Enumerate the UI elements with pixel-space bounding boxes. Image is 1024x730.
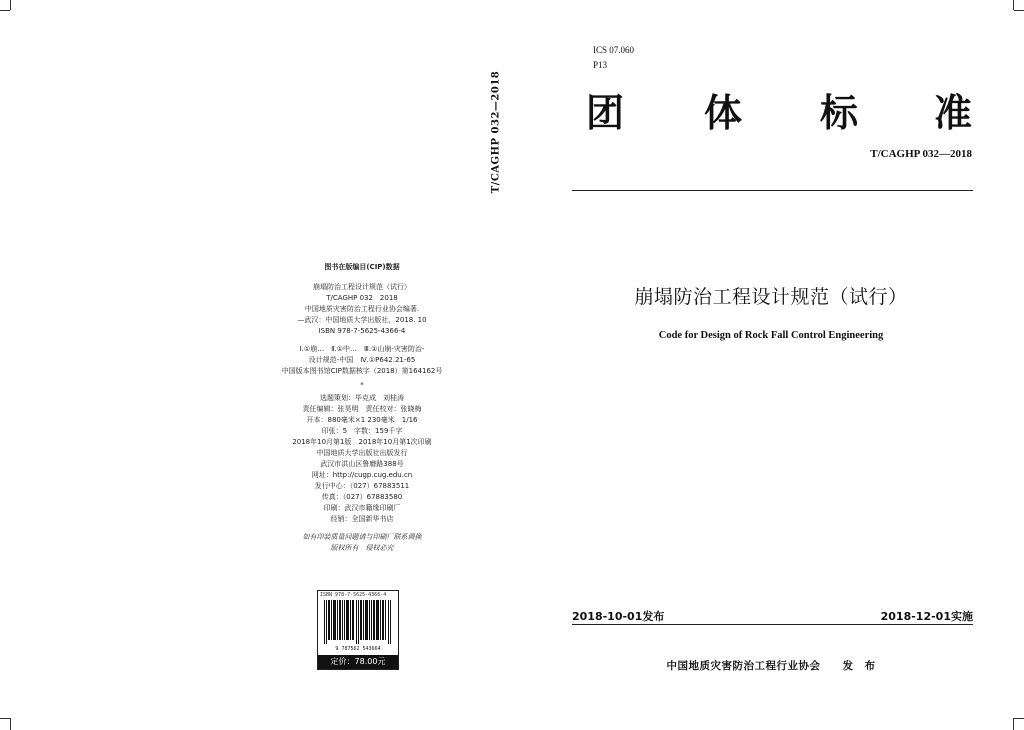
credit-line: 印刷：武汉市籍缘印刷厂 [323, 504, 401, 512]
cip-line: T/CAGHP 032 2018 [326, 294, 398, 302]
cip-data-block [262, 262, 462, 554]
price-label: 定价：78.00元 [318, 655, 398, 669]
cip-line: 中国地质灾害防治工程行业协会编著. [304, 305, 420, 313]
barcode-isbn-text: ISBN 978-7-5625-4366-4 [320, 592, 387, 598]
cip-isbn: ISBN 978-7-5625-4366-4 [318, 327, 406, 335]
ics-code: ICS 07.060 [593, 45, 635, 55]
credit-line: 中国地质大学出版社出版发行 [316, 449, 408, 457]
credit-line: 网址：http://cugp.cug.edu.cn [311, 471, 413, 479]
publisher-line: 中国地质灾害防治工程行业协会 发 布 [666, 660, 876, 672]
crop-mark-bottom-right-h [1014, 718, 1024, 719]
crop-mark-bottom-left-h [0, 718, 10, 719]
credit-line: 责任编辑：张昊明 责任校对：张晓梅 [302, 405, 422, 413]
crop-mark-top-left [10, 0, 11, 10]
group-standard-title [586, 90, 976, 140]
barcode-number: 9 787562 543664 [335, 646, 381, 652]
spine-standard-code: T/CAGHP 032—2018 [490, 70, 502, 194]
crop-mark-bottom-right [1013, 718, 1014, 730]
barcode-bars [324, 600, 392, 644]
credit-line: 武汉市洪山区鲁磨路388号 [320, 460, 404, 468]
cip-line: —武汉：中国地质大学出版社，2018. 10 [297, 316, 427, 324]
english-title: Code for Design of Rock Fall Control Engineering [658, 330, 884, 341]
cip-line: 设计规范-中国 Ⅳ.①P642.21-65 [308, 356, 416, 364]
credit-line: 选题策划：毕克成 刘桂涛 [320, 394, 404, 402]
credit-line: 经销：全国新华书店 [330, 515, 394, 523]
credit-line: 发行中心：（027）67883511 [314, 482, 410, 490]
chinese-title: 崩塌防治工程设计规范（试行） [634, 286, 908, 308]
cip-line: 中国版本图书馆CIP数据核字（2018）第164162号 [281, 367, 443, 375]
credit-line: 2018年10月第1版 2018年10月第1次印刷 [292, 438, 432, 446]
crop-mark-top-right-h [1014, 10, 1024, 11]
notice-line: 如有印装质量问题请与印刷厂联系调换 [302, 533, 422, 541]
cip-line: 崩塌防治工程设计规范（试行） [313, 283, 411, 291]
credit-line: 传真：（027）67883580 [321, 493, 403, 501]
crop-mark-top-left-h [0, 10, 10, 11]
title-char: 标 [820, 91, 859, 135]
footer-divider [572, 624, 973, 625]
cip-heading: 图书在版编目(CIP)数据 [324, 263, 400, 271]
title-char: 团 [586, 91, 625, 135]
implementation-date: 2018-12-01实施 [880, 610, 973, 623]
crop-mark-bottom-left [10, 718, 11, 730]
title-char: 体 [704, 91, 743, 135]
p-code: P13 [593, 60, 608, 70]
issue-date: 2018-10-01发布 [572, 610, 665, 623]
notice-line: 版权所有 侵权必究 [330, 544, 394, 552]
cip-star: * [360, 381, 364, 389]
crop-mark-top-right [1013, 0, 1014, 10]
credit-line: 开本：880毫米×1 230毫米 1/16 [306, 416, 418, 424]
isbn-barcode [317, 590, 399, 670]
standard-code: T/CAGHP 032—2018 [870, 148, 972, 160]
cip-line: Ⅰ.①崩… Ⅱ.①中… Ⅲ.①山崩-灾害防治- [299, 345, 425, 353]
title-char: 准 [934, 91, 973, 135]
header-divider [572, 190, 973, 191]
ics-classification [593, 43, 634, 73]
credit-line: 印张：5 字数：159千字 [321, 427, 403, 435]
